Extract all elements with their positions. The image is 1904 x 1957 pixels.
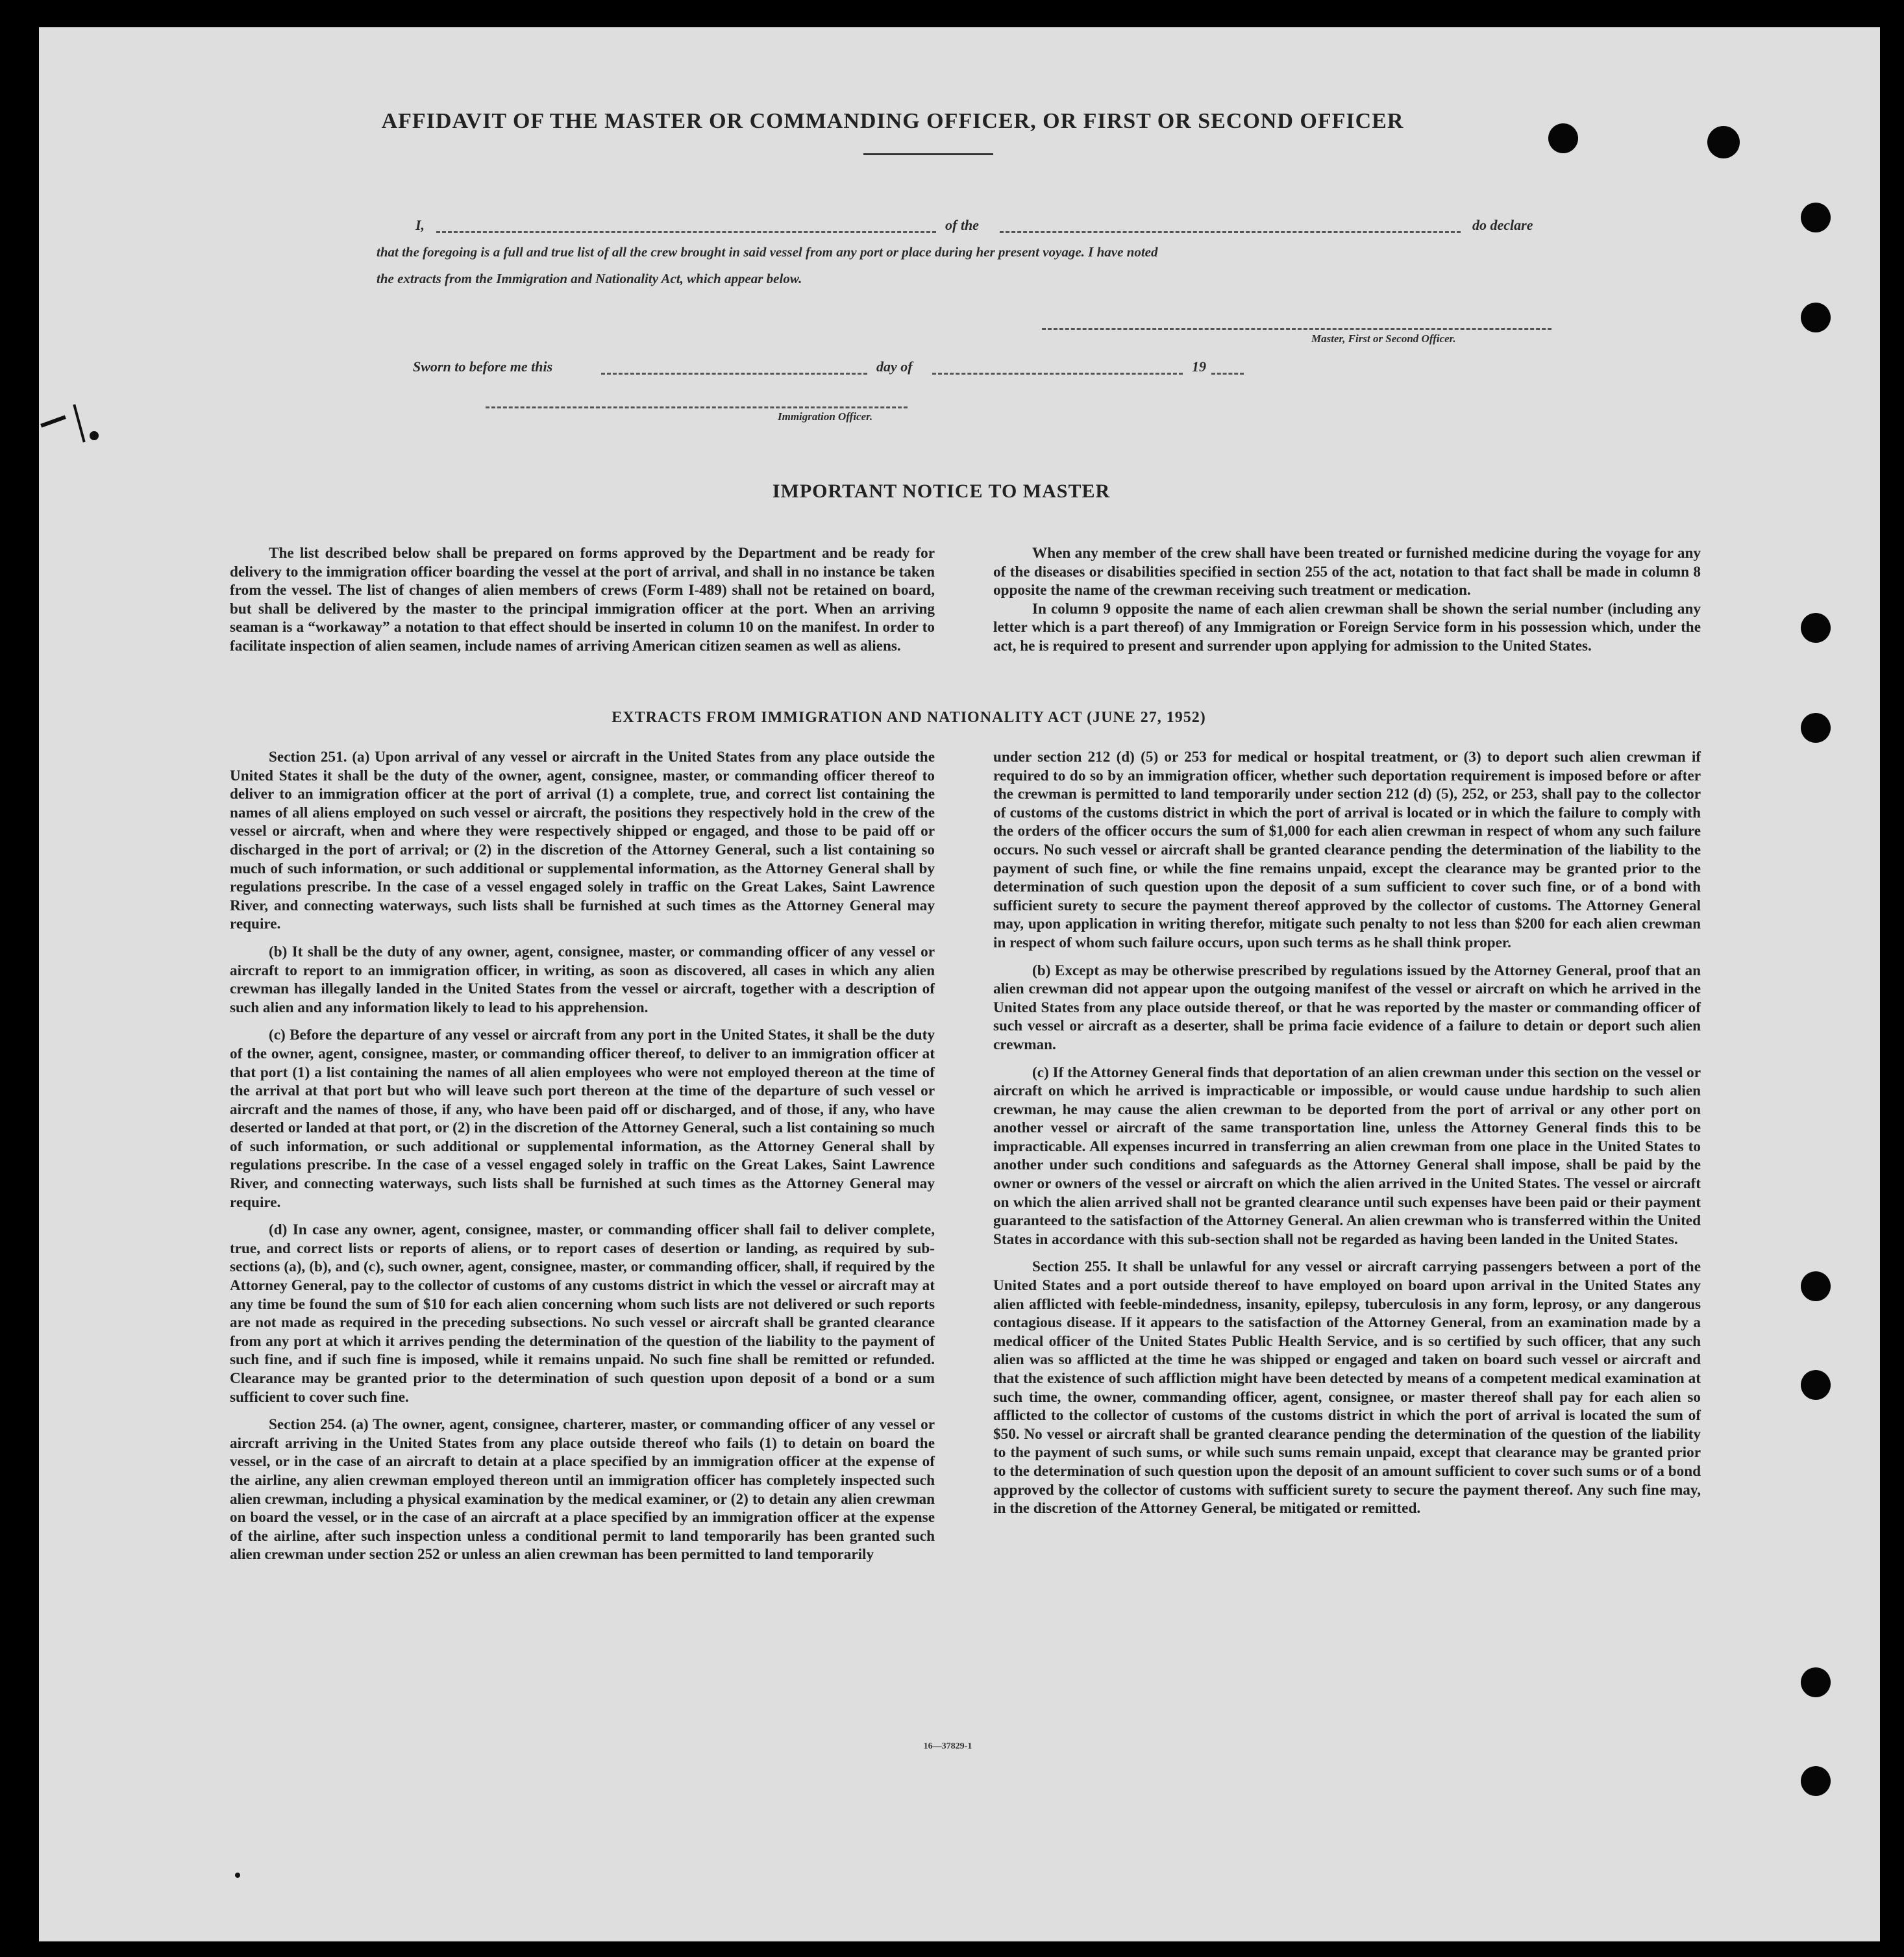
- scan-artifact: [235, 1873, 240, 1878]
- do-declare-label: do declare: [1472, 217, 1533, 233]
- punch-hole: [1801, 1766, 1831, 1796]
- punch-hole: [1801, 203, 1831, 232]
- notice-right-column: [993, 544, 1701, 656]
- extracts-left-column: [230, 748, 935, 1564]
- section-254-b: (b) Except as may be otherwise prescribed by regulations issued by the Attorney General, proof that an alien crewman did not appear upon the outgoing manifest of the vessel or aircraft on which he arrived in the United States from any place outside thereof, or that he was reported by the master or commanding officer of such vessel or aircraft as a deserter, shall be prima facie evidence of a failure to detain or deport such alien crewman.: [993, 962, 1701, 1053]
- title-divider: [863, 153, 993, 155]
- section-251-b: (b) It shall be the duty of any owner, agent, consignee, master, or commanding officer of any vessel or aircraft to report to an immigration officer, in writing, as soon as discovered, all cases in which any alien crewman has illegally landed in the United States from the vessel or aircraft, together with a description of such alien and any information likely to lead to his apprehension.: [230, 943, 935, 1016]
- punch-hole: [1801, 1370, 1831, 1400]
- extracts-title: EXTRACTS FROM IMMIGRATION AND NATIONALITY ACT (JUNE 27, 1952): [612, 709, 1206, 726]
- scan-artifact: [90, 431, 99, 440]
- section-254-a-cont: under section 212 (d) (5) or 253 for medical or hospital treatment, or (3) to deport such alien crewman if required to do so by an immigration officer, whether such deportation requirement is imposed before or after the crewman is permitted to land temporarily under section 212 (d) (5), 252, or 253, shall pay to the collector of customs of the customs district in which the port of arrival is located or in which the failure to comply with the orders of the officer occurs the sum of $1,000 for each alien crewman in respect of whom any such failure occurs. No such vessel or aircraft shall be granted clearance pending the determination of the liability to the payment of such fine, or while the fine remains unpaid, except the clearance may be granted prior to the determination of such question upon the deposit of a sum sufficient to cover such fine, or of a bond with sufficient surety to secure the payment thereof approved by the collector of customs. The Attorney General may, upon application in writing therefor, mitigate such penalty to not less than $200 for each alien crewman in respect of whom such failure occurs, upon such terms as he shall think proper.: [993, 749, 1701, 951]
- punch-hole: [1801, 713, 1831, 743]
- sworn-label: Sworn to before me this: [413, 358, 553, 375]
- punch-hole: [1707, 126, 1740, 158]
- section-251-a: Section 251. (a) Upon arrival of any vessel or aircraft in the United States from any place outside the United States it shall be the duty of the owner, agent, consignee, master, or commanding officer thereof to deliver to an immigration officer at the port of arrival (1) a complete, true, and correct list containing the names of all aliens employed on such vessel or aircraft, the positions they respectively hold in the crew of the vessel or aircraft, when and where they were respectively shipped or engaged, and those to be paid off or discharged in the port of arrival; or (2) in the discretion of the Attorney General, such a list containing so much of such information, or such additional or supplemental information, as the Attorney General shall by regulations prescribe. In the case of a vessel engaged solely in traffic on the Great Lakes, Saint Lawrence River, and connecting waterways, such lists shall be furnished at such times as the Attorney General may require.: [230, 749, 935, 933]
- punch-hole: [1801, 1271, 1831, 1301]
- notice-right-paragraph-2: In column 9 opposite the name of each alien crewman shall be shown the serial number (including any letter which is a part thereof) of any Immigration or Foreign Service form in his possession which, under the act, he is required to present and surrender upon applying for admission to the United States.: [993, 600, 1701, 654]
- affidavit-title: AFFIDAVIT OF THE MASTER OR COMMANDING OFFICER, OR FIRST OR SECOND OFFICER: [381, 109, 1404, 133]
- sworn-month-blank[interactable]: [932, 373, 1183, 375]
- punch-hole: [1801, 303, 1831, 332]
- declaration-line-3: the extracts from the Immigration and Nationality Act, which appear below.: [377, 271, 802, 286]
- section-255: Section 255. It shall be unlawful for any vessel or aircraft carrying passengers between a port of the United States and a port outside thereof to have employed on board upon arrival in the United States any alien afflicted with feeble-mindedness, insanity, epilepsy, tuberculosis in any form, leprosy, or any dangerous contagious disease. If it appears to the satisfaction of the Attorney General, from an examination made by a medical officer of the United States Public Health Service, and is so certified by such officer, that any such alien was so afflicted at the time he was shipped or engaged and taken on board such vessel or aircraft and that the existence of such affliction might have been detected by means of a competent medical examination at such time, the owner, commanding officer, agent, consignee, or master thereof shall pay for each alien so afflicted to the collector of customs of the customs district in which the port of arrival is located the sum of $50. No vessel or aircraft shall be granted clearance pending the determination of the question of the liability to the payment of such sums, or while such sums remain unpaid, except that clearance may be granted prior to the determination of such question upon the deposit of an amount sufficient to cover such sums or of a bond approved by the collector of customs with sufficient surety to secure the payment thereof. Any such fine may, in the discretion of the Attorney General, be mitigated or remitted.: [993, 1258, 1701, 1517]
- section-254-c: (c) If the Attorney General finds that deportation of an alien crewman under this section on the vessel or aircraft on which he arrived is impracticable or impossible, or would cause undue hardship to such alien crewman, he may cause the alien crewman to be deported from the port of arrival or any other port on another vessel or aircraft of the same transportation line, unless the Attorney General finds this to be impracticable. All expenses incurred in transferring an alien crewman from one place in the United States to another under such conditions and safeguards as the Attorney General shall impose, shall be paid by the owner or owners of the vessel or aircraft on which the alien arrived in the United States. The vessel or aircraft on which the alien arrived shall not be granted clearance until such expenses have been paid or their payment guaranteed to the satisfaction of the Attorney General. An alien crewman who is transferred within the United States in accordance with this sub-section shall not be regarded as having been landed in the United States.: [993, 1064, 1701, 1248]
- year-blank[interactable]: [1211, 373, 1244, 375]
- master-signature-label: Master, First or Second Officer.: [1311, 332, 1456, 345]
- punch-hole: [1801, 613, 1831, 643]
- declaration-line-2: that the foregoing is a full and true list of all the crew brought in said vessel from any port or place during her present voyage. I have noted: [377, 244, 1158, 260]
- master-signature-line[interactable]: [1042, 328, 1552, 330]
- punch-hole: [1801, 1667, 1831, 1697]
- year-label: 19: [1192, 358, 1206, 375]
- vessel-blank-field[interactable]: [1000, 231, 1461, 233]
- notice-left-paragraph: The list described below shall be prepared on forms approved by the Department and be ready for delivery to the immigration officer boarding the vessel at the port of arrival, and shall in no instance be taken from the vessel. The list of changes of alien members of crews (Form I-489) shall not be retained on board, but shall be delivered by the master to the principal immigration officer at the port. When an arriving seaman is a “workaway” a notation to that effect should be inserted in column 10 on the manifest. In order to facilitate inspection of alien seamen, include names of arriving American citizen seamen as well as aliens.: [230, 545, 935, 654]
- immigration-officer-signature-line[interactable]: [486, 406, 908, 408]
- of-the-label: of the: [945, 217, 979, 233]
- punch-hole: [1548, 123, 1578, 153]
- section-251-c: (c) Before the departure of any vessel or aircraft from any port in the United States, it shall be the duty of the owner, agent, consignee, master, or commanding officer thereof, to deliver to an immigration officer at that port (1) a list containing the names of all alien employees who were not employed thereon at the time of the arrival at that port but who will leave such port thereon at the time of the departure of such vessel or aircraft and the names of those, if any, who have been paid off or discharged, and of those, if any, who have deserted or landed at that port, or (2) in the discretion of the Attorney General, such a list containing so much of such information, or such additional or supplemental information, as the Attorney General shall by regulations prescribe. In the case of a vessel engaged solely in traffic on the Great Lakes, Saint Lawrence River, and connecting waterways, such lists shall be furnished at such times as the Attorney General may require.: [230, 1027, 935, 1211]
- notice-title: IMPORTANT NOTICE TO MASTER: [772, 480, 1111, 502]
- section-251-d: (d) In case any owner, agent, consignee, master, or commanding officer shall fail to deliver complete, true, and correct lists or reports of aliens, or to report cases of desertion or landing, as required by sub-sections (a), (b), and (c), such owner, agent, consignee, master, or commanding officer, shall, if required by the Attorney General, pay to the collector of customs of any customs district in which the vessel or aircraft may at any time be found the sum of $10 for each alien concerning whom such lists are not delivered or such reports are not made as required in the preceding subsections. No such vessel or aircraft shall be granted clearance from any port at which it arrives pending the determination of the question of the liability to the payment of such fine, and if such fine is imposed, while it remains unpaid. No such fine shall be remitted or refunded. Clearance may be granted prior to the determination of such question upon deposit of a bond or a sum sufficient to cover such fine.: [230, 1221, 935, 1406]
- form-number: 16—37829-1: [923, 1741, 972, 1751]
- extracts-right-column: [993, 748, 1701, 1518]
- notice-right-paragraph-1: When any member of the crew shall have been treated or furnished medicine during the voyage for any of the diseases or disabilities specified in section 255 of the act, notation to that fact shall be made in column 8 opposite the name of the crewman receiving such treatment or medication.: [993, 545, 1701, 599]
- sworn-day-blank[interactable]: [601, 373, 867, 375]
- i-label: I,: [415, 217, 425, 233]
- notice-left-column: [230, 544, 935, 656]
- immigration-officer-label: Immigration Officer.: [778, 410, 873, 423]
- section-254-a: Section 254. (a) The owner, agent, consignee, charterer, master, or commanding officer of any vessel or aircraft arriving in the United States from any place outside thereof who fails (1) to detain on board the vessel, or in the case of an aircraft to detain at a place specified by an immigration officer at the expense of the airline, any alien crewman employed thereon until an immigration officer has completely inspected such alien crewman, including a physical examination by the medical examiner, or (2) to detain any alien crewman on board the vessel, or in the case of an aircraft at a place specified by an immigration officer at the expense of the airline, after such inspection unless a conditional permit to land temporarily has been granted such alien crewman under section 252 or unless an alien crewman has been permitted to land temporarily: [230, 1416, 935, 1564]
- name-blank-field[interactable]: [436, 231, 936, 233]
- day-of-label: day of: [876, 358, 913, 375]
